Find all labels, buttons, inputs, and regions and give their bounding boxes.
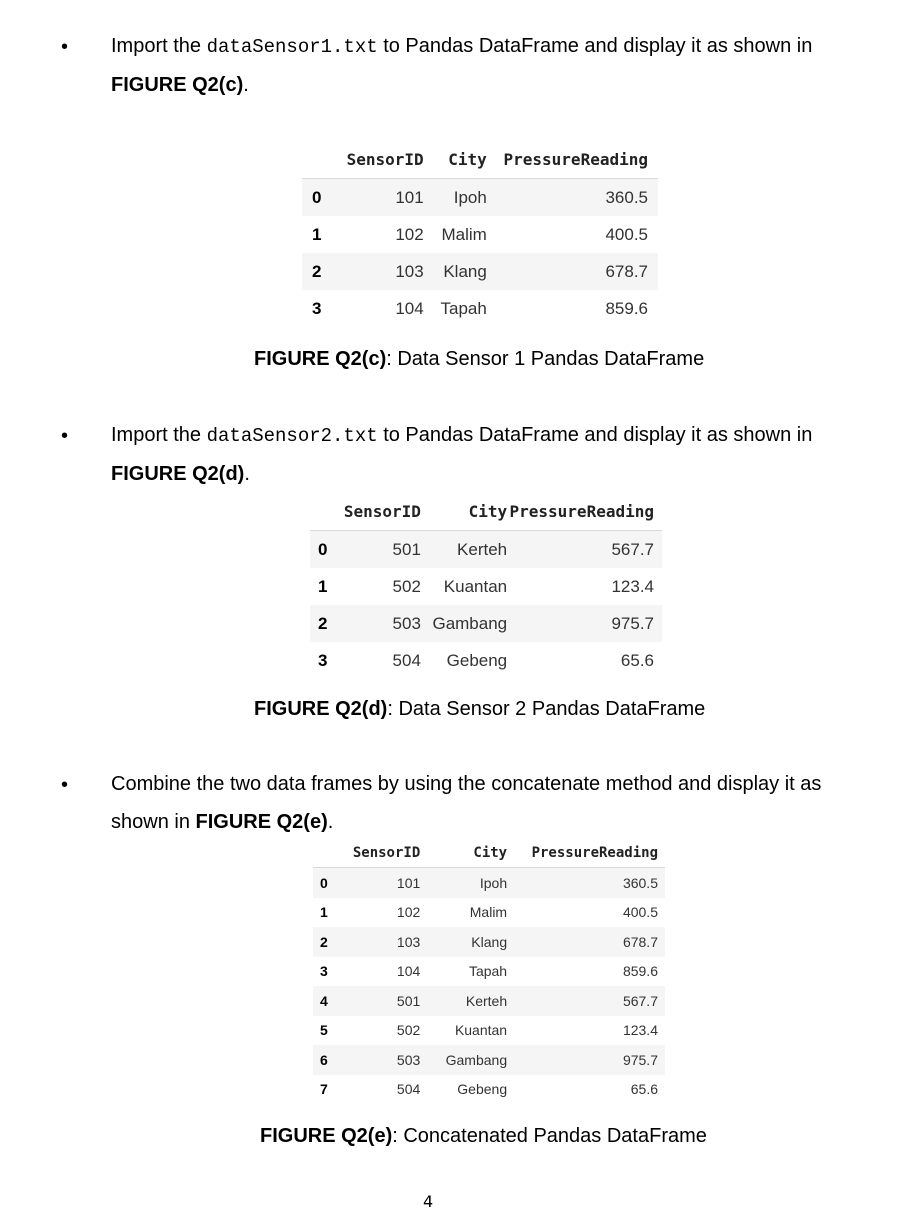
cell-sensorid: 103 bbox=[396, 933, 421, 950]
column-header-pressurereading: PressureReading bbox=[507, 838, 665, 868]
cell-pressurereading: 678.7 bbox=[605, 261, 648, 281]
caption-text-e: : Concatenated Pandas DataFrame bbox=[392, 1125, 707, 1147]
row-index: 0 bbox=[318, 539, 328, 559]
instruction-c-text-after: to Pandas DataFrame and display it as shown in bbox=[377, 35, 813, 57]
table-header-row bbox=[310, 492, 662, 531]
cell-sensorid: 101 bbox=[396, 874, 421, 891]
row-index: 0 bbox=[312, 187, 322, 207]
filename-d: dataSensor2.txt bbox=[206, 425, 378, 447]
table-row bbox=[302, 179, 658, 217]
table-row bbox=[313, 986, 665, 1016]
table-row bbox=[313, 1016, 665, 1046]
table-row bbox=[313, 868, 665, 898]
table-header-row bbox=[302, 140, 658, 179]
cell-pressurereading: 400.5 bbox=[622, 904, 658, 921]
column-header-sensorid: SensorID bbox=[353, 838, 420, 868]
cell-sensorid: 102 bbox=[396, 904, 421, 921]
column-header-index bbox=[302, 140, 344, 179]
table-row bbox=[313, 1045, 665, 1075]
row-index: 1 bbox=[318, 576, 328, 596]
column-header-pressurereading: PressureReading bbox=[507, 492, 662, 531]
column-header-pressurereading: PressureReading bbox=[487, 140, 658, 179]
row-index: 3 bbox=[312, 298, 322, 318]
cell-city: Tapah bbox=[440, 298, 487, 318]
cell-pressurereading: 65.6 bbox=[630, 1081, 658, 1098]
column-header-sensorid: SensorID bbox=[344, 140, 424, 179]
cell-sensorid: 503 bbox=[392, 613, 421, 633]
dataframe-table-e bbox=[313, 838, 665, 1104]
cell-pressurereading: 360.5 bbox=[622, 874, 658, 891]
table-header-row bbox=[313, 838, 665, 868]
instruction-d-text-after: to Pandas DataFrame and display it as shown in bbox=[377, 424, 813, 446]
table-row bbox=[310, 605, 662, 642]
instruction-d-text-before: Import the bbox=[111, 424, 207, 446]
row-index: 6 bbox=[320, 1051, 328, 1068]
cell-sensorid: 502 bbox=[396, 1022, 421, 1039]
instruction-d-end: . bbox=[244, 463, 250, 485]
cell-city: Gebeng bbox=[446, 650, 508, 670]
cell-city: Malim bbox=[441, 224, 487, 244]
bullet-e: • bbox=[61, 774, 69, 796]
figure-caption-c bbox=[254, 347, 704, 371]
caption-label-d: FIGURE Q2(d) bbox=[254, 698, 388, 720]
cell-pressurereading: 859.6 bbox=[622, 963, 658, 980]
figure-caption-d bbox=[254, 697, 705, 721]
cell-city: Klang bbox=[471, 933, 508, 950]
cell-city: Tapah bbox=[468, 963, 508, 980]
cell-sensorid: 104 bbox=[395, 298, 424, 318]
cell-city: Kuantan bbox=[443, 576, 508, 596]
cell-pressurereading: 123.4 bbox=[622, 1022, 658, 1039]
dataframe-table-d bbox=[310, 492, 662, 679]
cell-sensorid: 501 bbox=[396, 992, 421, 1009]
table-row bbox=[310, 531, 662, 569]
page-number: 4 bbox=[423, 1192, 434, 1211]
column-header-city: City bbox=[424, 140, 487, 179]
figure-caption-e bbox=[260, 1124, 707, 1148]
table-row bbox=[313, 927, 665, 957]
cell-pressurereading: 360.5 bbox=[605, 187, 648, 207]
instruction-c-text-before: Import the bbox=[111, 35, 207, 57]
figure-ref-e: FIGURE Q2(e) bbox=[195, 811, 328, 833]
bullet-d: • bbox=[61, 425, 69, 447]
cell-sensorid: 103 bbox=[395, 261, 424, 281]
row-index: 4 bbox=[320, 992, 328, 1009]
cell-sensorid: 102 bbox=[395, 224, 424, 244]
figure-ref-d: FIGURE Q2(d) bbox=[111, 463, 245, 485]
table-row bbox=[313, 898, 665, 928]
cell-city: Kerteh bbox=[465, 992, 508, 1009]
column-header-city: City bbox=[420, 838, 507, 868]
row-index: 2 bbox=[312, 261, 322, 281]
instruction-e bbox=[111, 765, 851, 841]
dataframe-table-c bbox=[302, 140, 658, 327]
caption-label-c: FIGURE Q2(c) bbox=[254, 348, 387, 370]
cell-pressurereading: 400.5 bbox=[605, 224, 648, 244]
cell-sensorid: 503 bbox=[396, 1051, 421, 1068]
bullet-c: • bbox=[61, 36, 69, 58]
cell-pressurereading: 678.7 bbox=[622, 933, 658, 950]
row-index: 2 bbox=[318, 613, 328, 633]
table-row bbox=[313, 1075, 665, 1105]
table-row bbox=[310, 568, 662, 605]
cell-city: Gebeng bbox=[457, 1081, 508, 1098]
caption-label-e: FIGURE Q2(e) bbox=[260, 1125, 393, 1147]
row-index: 1 bbox=[320, 904, 328, 921]
row-index: 2 bbox=[320, 933, 328, 950]
cell-city: Kuantan bbox=[454, 1022, 508, 1039]
column-header-city: City bbox=[421, 492, 507, 531]
row-index: 1 bbox=[312, 224, 322, 244]
cell-pressurereading: 975.7 bbox=[622, 1051, 658, 1068]
row-index: 3 bbox=[318, 650, 328, 670]
instruction-e-text-before: Combine the two data frames by using the concatenate method and display it as shown in bbox=[111, 773, 822, 833]
table-row bbox=[302, 290, 658, 327]
cell-sensorid: 101 bbox=[395, 187, 424, 207]
cell-pressurereading: 567.7 bbox=[622, 992, 658, 1009]
cell-sensorid: 504 bbox=[392, 650, 421, 670]
instruction-c-end: . bbox=[243, 74, 249, 96]
cell-pressurereading: 975.7 bbox=[611, 613, 654, 633]
row-index: 7 bbox=[320, 1081, 328, 1098]
table-row bbox=[302, 253, 658, 290]
cell-pressurereading: 65.6 bbox=[620, 650, 654, 670]
caption-text-d: : Data Sensor 2 Pandas DataFrame bbox=[387, 698, 706, 720]
instruction-d bbox=[111, 416, 856, 493]
row-index: 5 bbox=[320, 1022, 328, 1039]
cell-pressurereading: 123.4 bbox=[611, 576, 654, 596]
cell-city: Malim bbox=[469, 904, 508, 921]
column-header-sensorid: SensorID bbox=[344, 492, 421, 531]
table-row bbox=[313, 957, 665, 987]
cell-city: Ipoh bbox=[479, 874, 508, 891]
cell-city: Ipoh bbox=[453, 187, 487, 207]
column-header-index bbox=[313, 838, 353, 868]
row-index: 3 bbox=[320, 963, 328, 980]
instruction-c bbox=[111, 27, 856, 104]
cell-city: Gambang bbox=[432, 613, 508, 633]
cell-pressurereading: 567.7 bbox=[611, 539, 654, 559]
cell-sensorid: 501 bbox=[392, 539, 421, 559]
cell-city: Kerteh bbox=[457, 539, 508, 559]
cell-sensorid: 104 bbox=[396, 963, 421, 980]
cell-sensorid: 502 bbox=[392, 576, 421, 596]
cell-pressurereading: 859.6 bbox=[605, 298, 648, 318]
cell-sensorid: 504 bbox=[396, 1081, 421, 1098]
cell-city: Klang bbox=[443, 261, 487, 281]
cell-city: Gambang bbox=[445, 1051, 508, 1068]
instruction-e-end: . bbox=[327, 811, 334, 833]
filename-c: dataSensor1.txt bbox=[206, 36, 378, 58]
table-row bbox=[302, 216, 658, 253]
figure-ref-c: FIGURE Q2(c) bbox=[111, 74, 244, 96]
column-header-index bbox=[310, 492, 344, 531]
row-index: 0 bbox=[320, 874, 328, 891]
caption-text-c: : Data Sensor 1 Pandas DataFrame bbox=[386, 348, 705, 370]
table-row bbox=[310, 642, 662, 679]
